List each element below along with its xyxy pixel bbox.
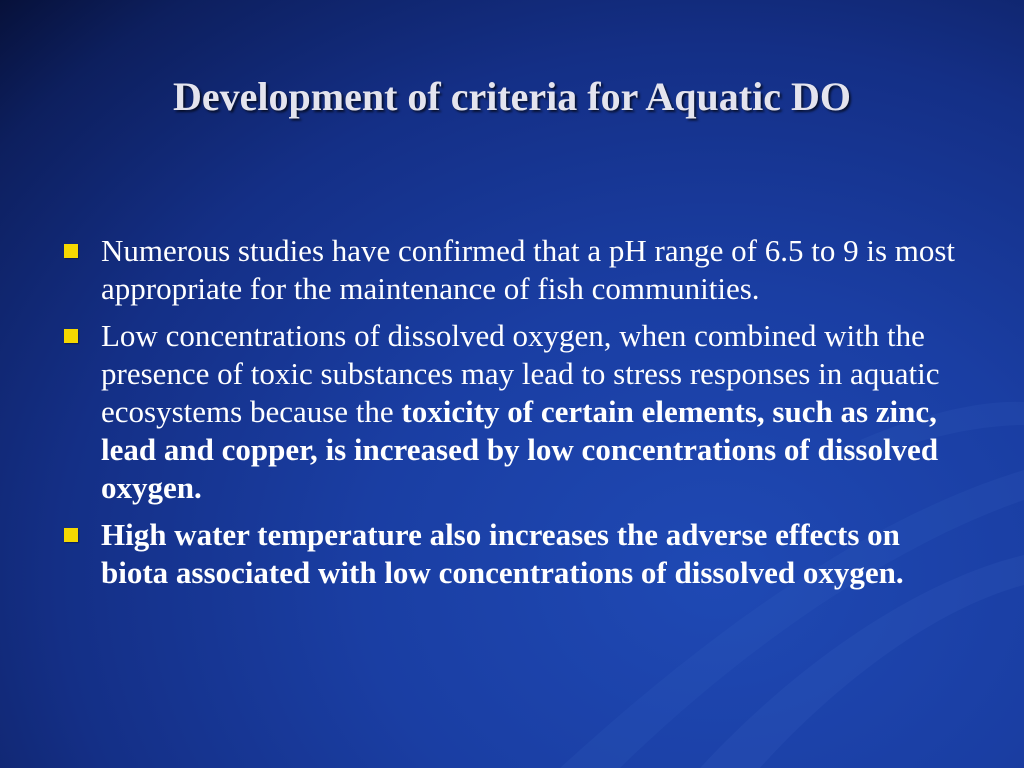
slide-title: Development of criteria for Aquatic DO	[173, 74, 851, 119]
square-bullet-icon	[64, 528, 78, 542]
bullet-text: Numerous studies have confirmed that a pH range of 6.5 to 9 is most appropriate for the maintenance of fish communities.	[101, 233, 956, 306]
bullet-bold-text: toxicity of certain elements, such as zinc, lead and copper, is increased by low concentrations of dissolved oxygen.	[101, 394, 939, 505]
bullet-item-ph-range	[62, 232, 962, 308]
bullet-bold-text: High water temperature also increases the adverse effects on biota associated with low concentrations of dissolved oxygen.	[101, 517, 904, 590]
square-bullet-icon	[64, 329, 78, 343]
bullet-text: Low concentrations of dissolved oxygen, when combined with the presence of toxic substances may lead to stress responses in aquatic ecosystems because the	[101, 318, 940, 429]
bullet-list	[62, 232, 962, 601]
bullet-item-high-temperature	[62, 516, 962, 592]
square-bullet-icon	[64, 244, 78, 258]
bullet-item-low-oxygen	[62, 317, 962, 507]
